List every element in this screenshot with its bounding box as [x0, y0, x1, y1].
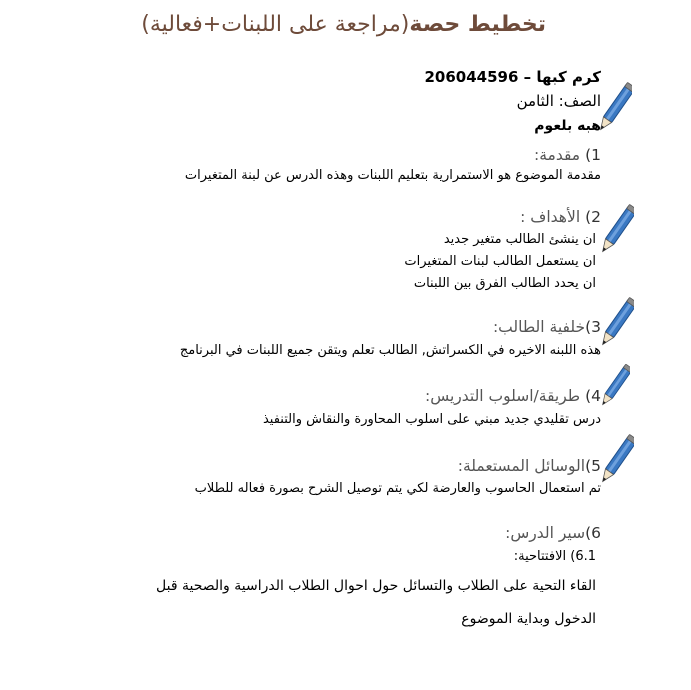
section-1-line-1: مقدمة الموضوع هو الاستمرارية بتعليم اللبنات وهذه الدرس عن لبنة المتغيرات [184, 168, 601, 183]
section-1-label: مقدمة: [534, 146, 581, 164]
pencil-icon [600, 362, 630, 412]
grade-line: الصف: الثامن [516, 92, 601, 110]
section-6-1-label: الافتتاحية: [513, 549, 567, 564]
section-5-line-1: تم استعمال الحاسوب والعارضة لكي يتم توصيل الشرح بصورة فعاله للطلاب [194, 481, 601, 496]
section-5-title [458, 457, 601, 475]
section-2-line-3: ان يحدد الطالب الفرق بين اللبنات [413, 276, 596, 291]
pencil-icon [600, 432, 634, 490]
student-name-id: كرم كبها – 206044596 [424, 68, 601, 86]
section-6-line-1: القاء التحية على الطلاب والتسائل حول احوال الطلاب الدراسية والصحية قبل [156, 578, 596, 594]
section-4-line-1: درس تقليدي جديد مبني على اسلوب المحاورة والنقاش والتنفيذ [262, 412, 601, 427]
title-main: تخطيط حصة [409, 12, 546, 37]
section-4-label: طريقة/اسلوب التدريس: [424, 387, 581, 405]
section-4-title [425, 387, 601, 405]
section-6-label: سير الدرس: [505, 524, 586, 542]
title-parenthetical: (مراجعة على اللبنات+فعالية) [141, 12, 410, 37]
pencil-icon [600, 202, 634, 260]
pencil-icon [598, 80, 632, 138]
section-4-number: 4) [585, 387, 601, 405]
document-title [141, 12, 546, 37]
section-6-1-title [514, 549, 596, 564]
section-2-label: الأهداف : [520, 208, 581, 226]
section-2-number: 2) [585, 208, 601, 226]
section-6-title [505, 524, 601, 542]
section-3-number: 3) [585, 318, 601, 336]
section-6-line-2: الدخول وبداية الموضوع [461, 611, 596, 627]
pencil-icon [600, 295, 634, 353]
section-1-number: 1) [585, 146, 601, 164]
section-3-label: خلفية الطالب: [492, 318, 586, 336]
section-2-title [520, 208, 601, 226]
section-6-1-number: 6.1) [570, 549, 596, 564]
section-5-number: 5) [585, 457, 601, 475]
teacher-name: هبه بلعوم [534, 118, 601, 134]
section-3-title [493, 318, 601, 336]
section-2-line-1: ان ينشئ الطالب متغير جديد [443, 232, 596, 247]
section-5-label: الوسائل المستعملة: [457, 457, 586, 475]
section-2-line-2: ان يستعمل الطالب لبنات المتغيرات [404, 254, 596, 269]
section-3-line-1: هذه اللبنه الاخيره في الكسراتش, الطالب تعلم ويتقن جميع اللبنات في البرنامج [179, 343, 601, 358]
section-1-title [534, 146, 601, 164]
section-6-number: 6) [585, 524, 601, 542]
